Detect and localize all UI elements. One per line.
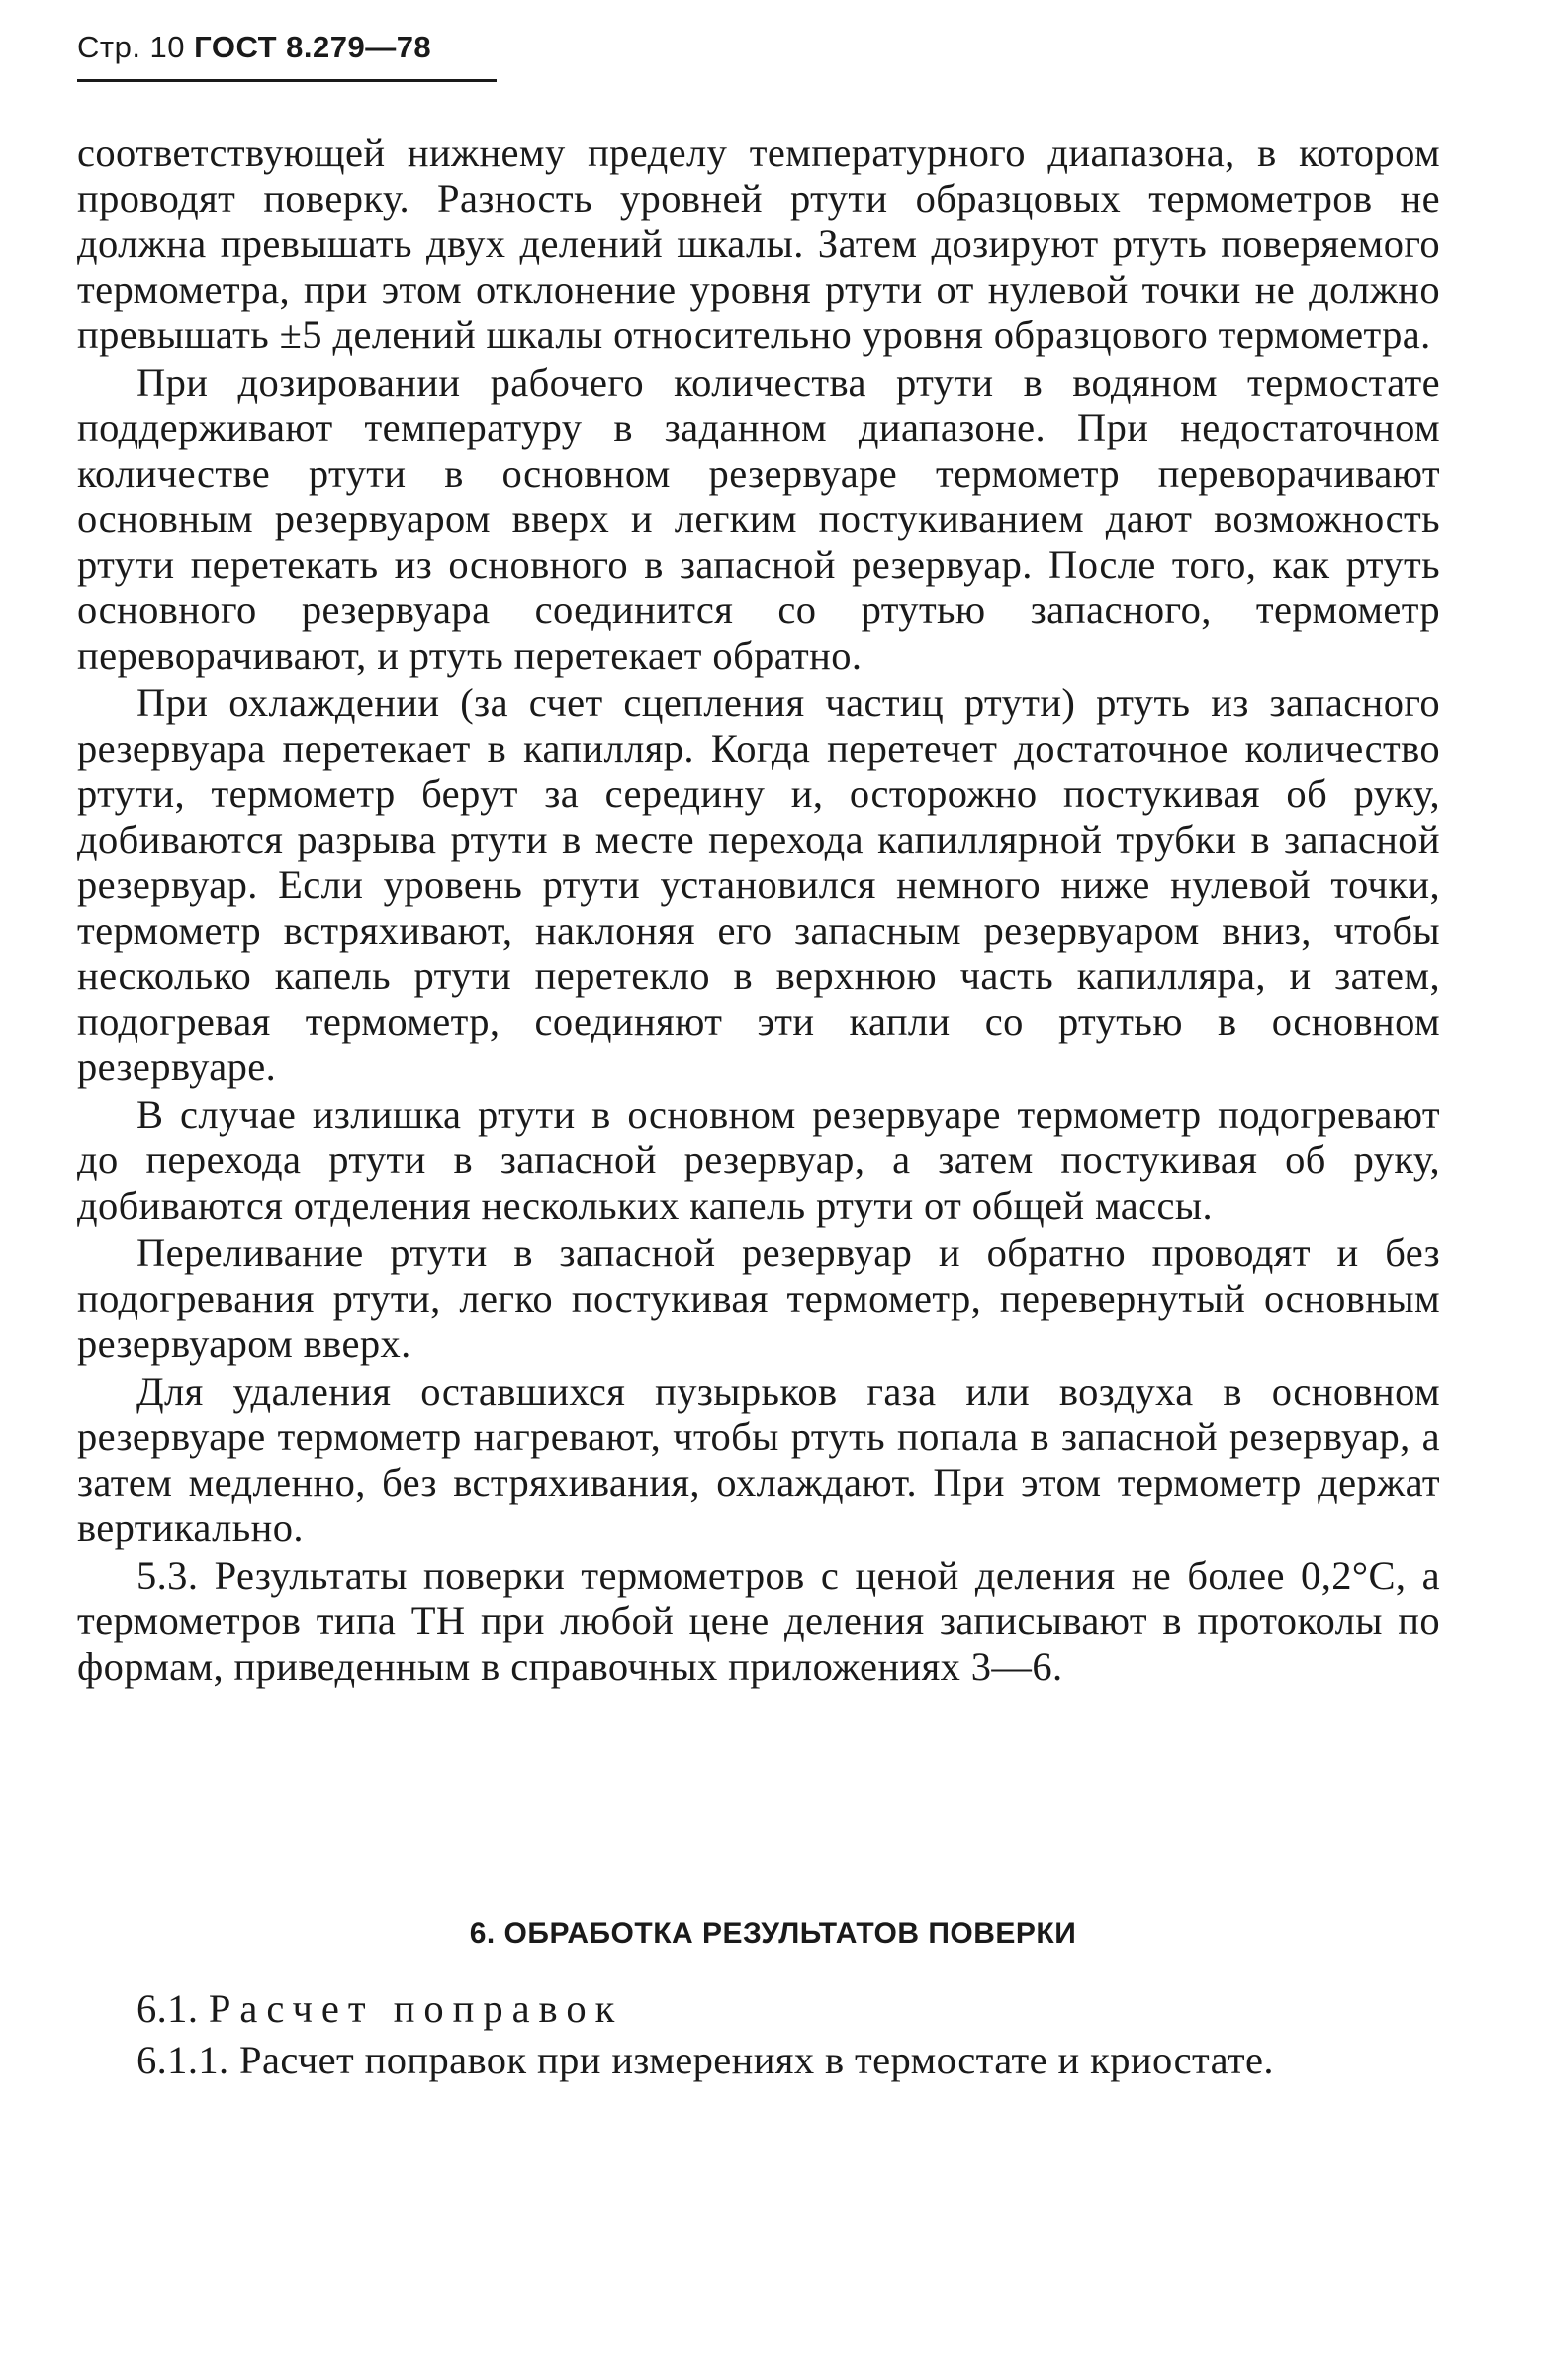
paragraph-continuation: соответствующей нижнему пределу температурного диапазона, в котором проводят поверку. Разность уровней ртути образцовых термометров не должна превышать двух делений шкалы. Затем дозируют ртуть поверяемого термометра, при этом отклонение уровня ртути от нулевой точки не должно превышать ±5 делений шкалы относительно уровня образцового термометра. [77,131,1440,357]
paragraph-clause-5-3: 5.3. Результаты поверки термометров с ценой деления не более 0,2°C, а термометров типа ТН при любой цене деления записывают в протоколы по формам, приведенным в справочных приложениях 3—6. [77,1553,1441,1689]
clause-6-1-1: 6.1.1. Расчет поправок при измерениях в термостате и криостате. [136,2038,1274,2082]
paragraph-pouring: Переливание ртути в запасной резервуар и обратно проводят и без подогревания ртути, легко постукивая термометр, перевернутый основным резервуаром вверх. [77,1231,1440,1366]
paragraph-excess-mercury: В случае излишка ртути в основном резервуаре термометр подогревают до перехода ртути в запасной резервуар, а затем постукивая об руку, добиваются отделения нескольких капель ртути от общей массы. [77,1092,1440,1228]
section-content [77,1986,1440,2089]
running-header [77,30,431,65]
standard-designation: ГОСТ 8.279—78 [194,30,432,64]
clause-6-1 [77,1986,1440,2032]
paragraph-mercury-dosing: При дозировании рабочего количества ртути в водяном термостате поддерживают температуру в заданном диапазоне. При недостаточном количестве ртути в основном резервуаре термометр переворачивают основным резервуаром вверх и легким постукиванием дают возможность ртути перетекать из основного в запасной резервуар. После того, как ртуть основного резервуара соединится со ртутью запасного, термометр переворачивают, и ртуть перетекает обратно. [77,360,1440,678]
body-text [77,131,1440,1692]
paragraph-cooling: При охлаждении (за счет сцепления частиц ртути) ртуть из запасного резервуара перетекает в капилляр. Когда перетечет достаточное количество ртути, термометр берут за середину и, осторожно постукивая об руку, добиваются разрыва ртути в месте перехода капиллярной трубки в запасной резервуар. Если уровень ртути установился немного ниже нулевой точки, термометр встряхивают, наклоняя его запасным резервуаром вниз, чтобы несколько капель ртути перетекло в верхнюю часть капилляра, и затем, подогревая термометр, соединяют эти капли со ртутью в основном резервуаре. [77,681,1440,1089]
header-rule [77,79,497,82]
section-heading: 6. ОБРАБОТКА РЕЗУЛЬТАТОВ ПОВЕРКИ [469,1917,1077,1950]
paragraph-bubbles: Для удаления оставшихся пузырьков газа или воздуха в основном резервуаре термометр нагревают, чтобы ртуть попала в запасной резервуар, а затем медленно, без встряхивания, охлаждают. При этом термометр держат вертикально. [77,1369,1440,1550]
clause-title: Расчет поправок [208,1986,624,2031]
page-number: Стр. 10 [77,30,186,64]
clause-number: 6.1. [136,1986,199,2031]
